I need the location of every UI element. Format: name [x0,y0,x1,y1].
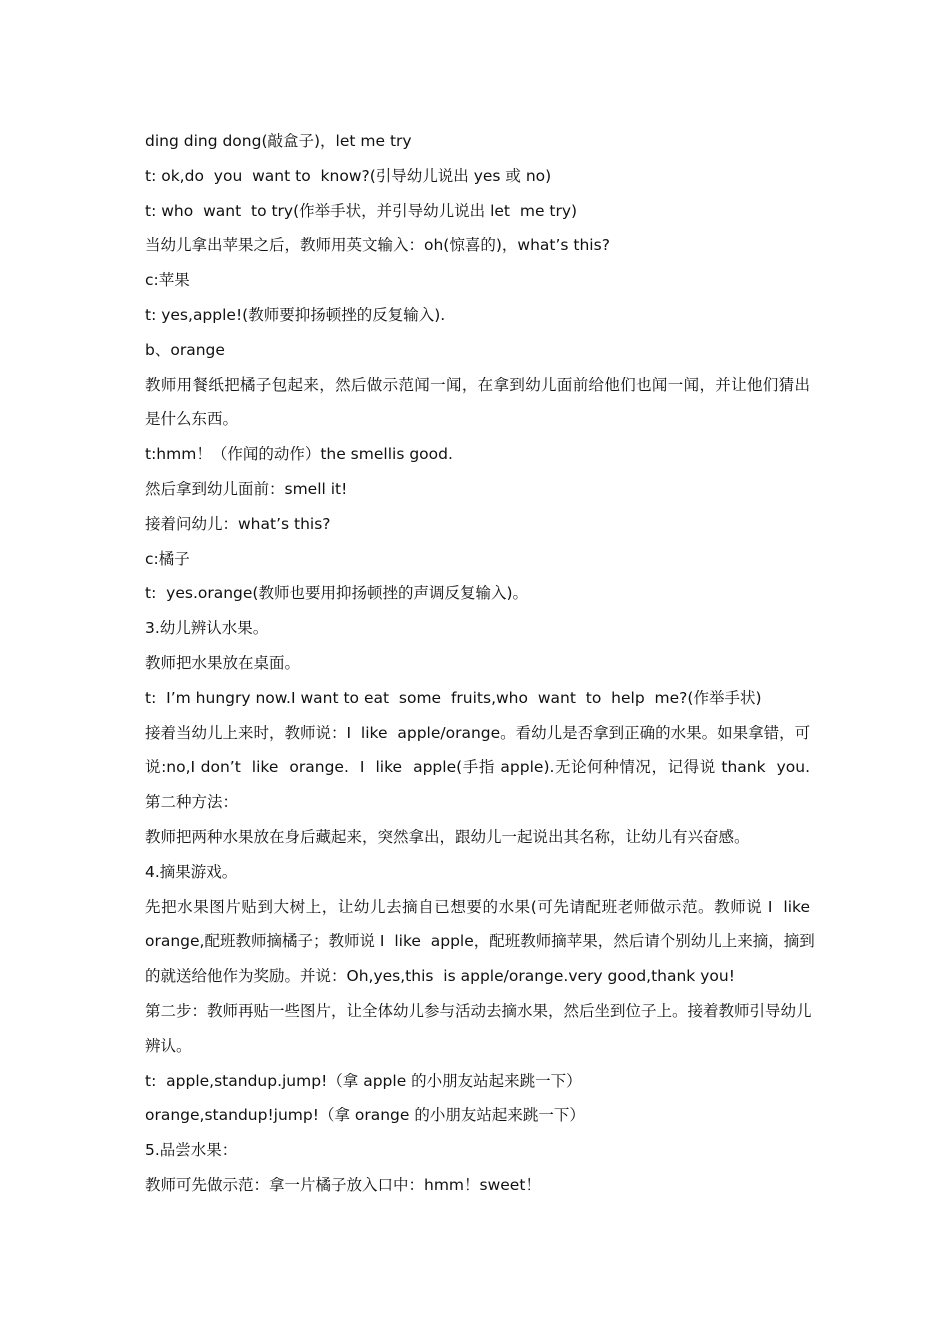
text-line: 接着问幼儿：what’s this? [145,514,331,533]
text-line: t: yes.orange(教师也要用抑扬顿挫的声调反复输入)。 [145,584,529,603]
text-line: 接着当幼儿上来时，教师说：I like apple/orange。看幼儿是否拿到正确的水果。如果拿错，可 [145,723,811,742]
text-line: c:橘子 [145,549,190,568]
text-line: t: ok,do you want to know?(引导幼儿说出 yes 或 no) [145,166,552,185]
text-line: 第二种方法： [145,793,239,812]
section-heading: 3.幼儿辨认水果。 [145,619,269,638]
text-line: c:苹果 [145,271,190,290]
text-line: 第二步：教师再贴一些图片，让全体幼儿参与活动去摘水果，然后坐到位子上。接着教师引导幼儿 [145,1001,812,1020]
text-line: 然后拿到幼儿面前：smell it! [145,479,348,498]
text-line: t: I’m hungry now.I want to eat some fruits,who want to help me?(作举手状) [145,688,762,707]
text-line: t: yes,apple!(教师要抑扬顿挫的反复输入). [145,305,446,324]
text-line: orange,standup!jump!（拿 orange 的小朋友站起来跳一下） [145,1106,585,1125]
text-line: 教师把两种水果放在身后藏起来，突然拿出，跟幼儿一起说出其名称，让幼儿有兴奋感。 [145,827,750,846]
section-heading: 5.品尝水果： [145,1141,238,1160]
text-line: t: apple,standup.jump!（拿 apple 的小朋友站起来跳一下） [145,1071,582,1090]
text-line: t: who want to try(作举手状，并引导幼儿说出 let me try) [145,201,578,220]
text-line: 当幼儿拿出苹果之后，教师用英文输入：oh(惊喜的)，what’s this? [145,236,610,255]
section-heading: 4.摘果游戏。 [145,862,238,881]
text-line: 先把水果图片贴到大树上，让幼儿去摘自已想要的水果(可先请配班老师做示范。教师说 I like [145,897,810,916]
text-line: 是什么东西。 [145,410,239,429]
text-line: t:hmm！（作闻的动作）the smellis good. [145,445,453,464]
text-line: 说:no,I don’t like orange. I like apple(手指 apple).无论何种情况，记得说 thank you. [145,758,810,777]
text-line: 辨认。 [145,1036,192,1055]
document-body [145,124,815,1203]
text-line: 教师可先做示范：拿一片橘子放入口中：hmm！sweet！ [145,1175,541,1194]
text-line: 教师把水果放在桌面。 [145,653,301,672]
text-line: ding ding dong(敲盒子)，let me try [145,132,412,150]
text-line: 教师用餐纸把橘子包起来，然后做示范闻一闻，在拿到幼儿面前给他们也闻一闻，并让他们猜出 [145,375,810,394]
text-line: orange,配班教师摘橘子；教师说 I like apple，配班教师摘苹果，然后请个别幼儿上来摘，摘到 [145,932,815,951]
text-line: 的就送给他作为奖励。并说：Oh,yes,this is apple/orange.very good,thank you! [145,967,735,986]
section-heading: b、orange [145,340,225,359]
